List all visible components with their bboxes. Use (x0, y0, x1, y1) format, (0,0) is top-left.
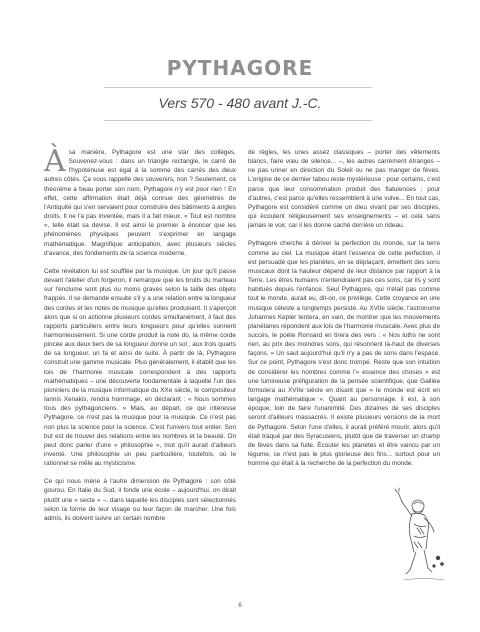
page-title: PYTHAGORE (166, 56, 314, 80)
left-paragraph-2: Cette révélation lui est soufflée par la musique. Un jour qu'il passe devant l'atelier d'un forgeron, il remarque que les bruits du marteau sur l'enclume sont plus ou moins graves selon la taille des objets frappés. Il se demande ensuite s'il y a une relation entre la longueur des cordes et les notes de musique qu'elles produisent. Il s'aperçoit alors que si on actionne plusieurs cordes simultanément, il faut des rapports particuliers entre leurs longueurs pour qu'elles sonnent harmonieusement. Si une corde produit la note do, la même corde pincée aux deux tiers de sa longueur donne un sol ; aux trois quarts de sa longueur, un fa et ainsi de suite. À partir de là, Pythagore construit une gamme musicale. Plus généralement, il établit que les lois de l'harmonie musicale correspondent à des rapports mathématiques – une découverte fondamentale à laquelle l'un des pionniers de la musique informatique du XXe siècle, le compositeur Iannis Xenakis, rendra hommage, en déclarant : « Nous sommes tous des pythagoriciens. » Mais, au départ, ce qui intéresse Pythagore, ce n'est pas la musique pour la musique. Ce n'est pas non plus la science pour la science. C'est l'univers tout entier. Son but est de trouver des relations entre les nombres et la beauté. On peut donc parler d'une « philosophie », mot qu'il aurait d'ailleurs inventé. Une philosophie un peu particulière, toutefois, où le rationnel se mêle au mysticisme. (44, 267, 236, 468)
pythagoras-sketch-illustration (384, 484, 448, 590)
drop-cap: À (44, 144, 66, 179)
right-paragraph-1: de règles, les unes assez classiques – porter des vêtements blancs, faire vœu de silence... –, les autres carrément étranges – ne pas uriner en direction du Soleil ou ne pas manger de fèves. L'origine de ce dernier tabou reste mystérieuse : pour certains, c'est parce que leur consommation produit des flatulences ; pour d'autres, c'est parce qu'elles ressemblent à une vulve... En tout cas, Pythagore est considéré comme un dieu vivant par ses disciples, qui écoutent religieusement ses enseignements – et cela sans jamais le voir, car il les donne caché derrière un rideau. (248, 149, 440, 230)
left-column (44, 144, 236, 532)
title-rule-bottom (104, 120, 372, 121)
title-rule-top (104, 87, 372, 88)
page-number: 6 (238, 603, 242, 609)
right-column (248, 148, 440, 477)
left-paragraph-3: Ce qui nous mène à l'autre dimension de Pythagore : son côté gourou. En Italie du Sud, il fonde une école – aujourd'hui, on dirait plutôt une « secte » –, dans laquelle les disciples sont sélectionnés selon la forme de leur visage ou leur façon de marcher. Une fois admis, ils doivent suivre un certain nombre (44, 478, 236, 522)
left-paragraph-1-text: sa manière, Pythagore est une star des collèges. Souvenez-vous : dans un triangle rectangle, le carré de l'hypoténuse est égal à la somme des carrés des deux autres côtés. Ça vous rappelle des souvenirs, non ? Seulement, ce théorème a beau porter son nom, Pythagore n'y est pour rien ! En effet, cette affirmation était déjà connue des géomètres de l'Antiquité qui s'en servaient pour construire des bâtiments à angles droits. Il ne l'a pas inventée, mais il a fait mieux. « Tout est nombre », telle était sa devise. Il est ainsi le premier à énoncer que les phénomènes physiques peuvent s'exprimer en langage mathématique. Magnifique anticipation, avec plusieurs siècles d'avance, des fondements de la science moderne. (44, 149, 236, 257)
left-paragraph-1 (44, 144, 236, 258)
right-paragraph-2: Pythagore cherche à dériver la perfection du monde, sur la terre comme au ciel. La musique étant l'essence de cette perfection, il est persuadé que les planètes, en se déplaçant, émettent des sons musicaux dont la hauteur dépend de leur distance par rapport à la Terre. Les êtres humains n'entendraient pas ces sons, car ils y sont habitués depuis l'enfance. Seul Pythagore, qui n'était pas comme tout le monde, aurait eu, dit-on, ce privilège. Cette croyance en une musique céleste a longtemps persisté. Au XVIIe siècle, l'astronome Johannes Kepler tentera, en vain, de montrer que les mouvements planétaires répondent aux lois de l'harmonie musicale. Avec plus de succès, le poète Ronsard en tirera des vers : « Nos luths ne sont rien, au prix des moindres sons, qui résonnent là-haut de diverses façons. » Un saut aujourd'hui qu'il n'y a pas de sons dans l'espace. Sur ce point, Pythagore s'est donc trompé. Reste que son intuition de considérer les nombres comme l'« essence des choses » est une lumineuse préfiguration de la pensée scientifique, que Galilée formulera au XVIIe siècle en disant que « le monde est écrit en langage mathématique ». Quant au personnage, il est, à son époque, loin de faire l'unanimité. Des dizaines de ses disciples seront d'ailleurs massacrés. Il existe plusieurs versions de la mort de Pythagore. Selon l'une d'elles, il aurait préféré mourir, alors qu'il était traqué par des Syracusiens, plutôt que de traverser un champ de fèves dans sa fuite. Écouter les planètes et être vaincu par un légume, ce n'est pas le plus glorieuse des fins... surtout pour un homme qui était à la recherche de la perfection du monde. (248, 240, 440, 468)
page-subtitle: Vers 570 - 480 avant J.-C. (158, 95, 322, 111)
